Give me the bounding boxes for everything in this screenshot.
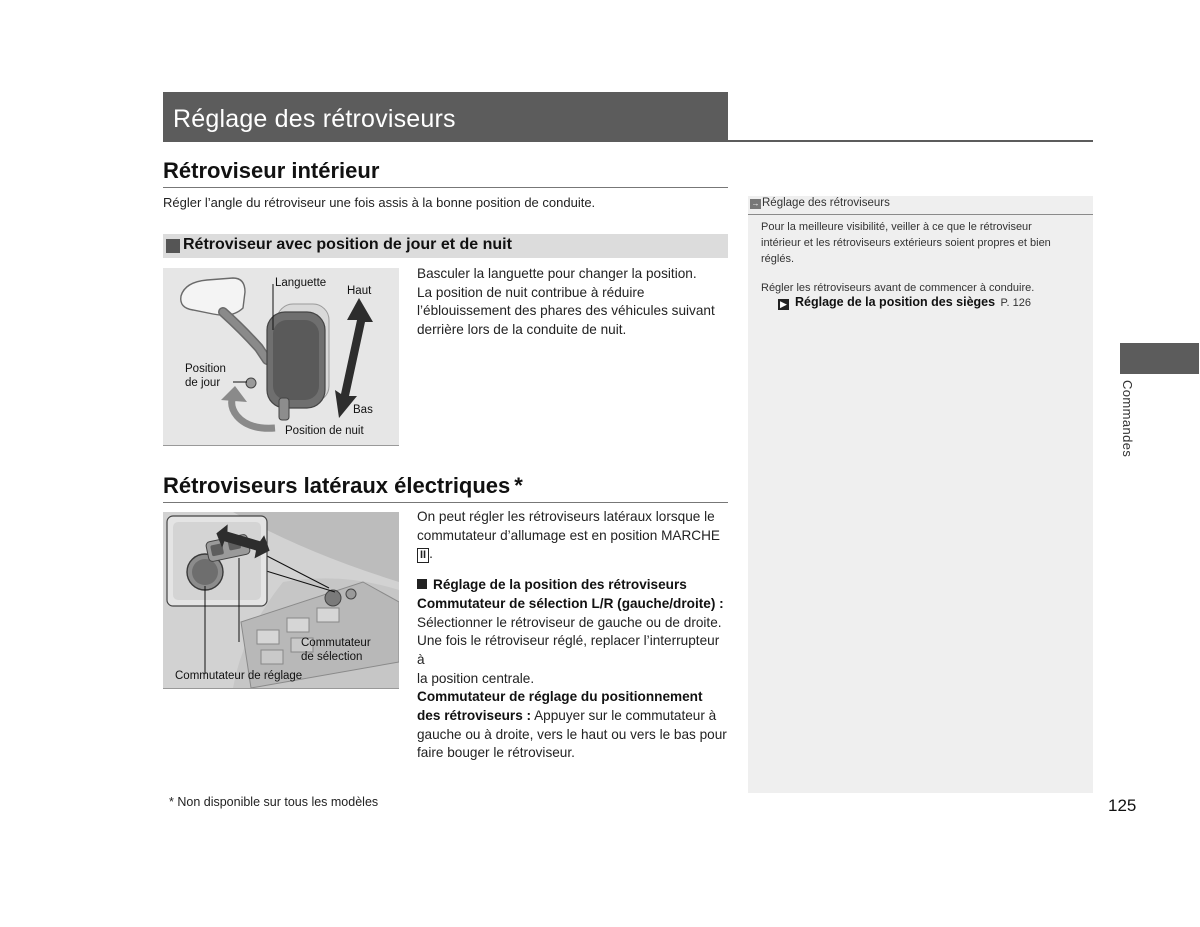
text-line <box>417 707 728 726</box>
note-title: Réglage des rétroviseurs <box>762 197 890 209</box>
subheading-mirror-adjust <box>417 576 728 595</box>
item2-text: Appuyer sur le commutateur à <box>531 708 717 724</box>
chapter-title-band <box>163 92 728 141</box>
footnote: * Non disponible sur tous les modèles <box>169 795 379 809</box>
label-position-jour-1: Position <box>185 363 226 375</box>
chapter-tab-label <box>1120 380 1146 470</box>
text-line: l’éblouissement des phares des véhicules suivant <box>417 303 715 319</box>
text-line: Basculer la languette pour changer la position. <box>417 266 697 281</box>
section-rule <box>163 187 728 188</box>
door-switch-illustration <box>163 512 399 688</box>
note-paragraph-1 <box>761 219 1086 267</box>
page-number: 125 <box>1108 796 1137 815</box>
note-line: réglés. <box>761 253 795 265</box>
text-line: On peut régler les rétroviseurs latéraux lorsque le <box>417 509 715 524</box>
header-rule <box>163 140 1093 142</box>
text-line: La position de nuit contribue à réduire <box>417 284 645 300</box>
item2-label-line: Commutateur de réglage du positionnement <box>417 689 703 705</box>
text-line: gauche ou à droite, vers le haut ou vers le bas pour <box>417 726 727 742</box>
label-commutateur-selection-1: Commutateur <box>301 637 371 649</box>
interior-mirror-figure <box>163 268 399 446</box>
note-marker-icon: → <box>751 199 760 208</box>
label-position-jour-2: de jour <box>185 377 221 389</box>
label-haut: Haut <box>347 285 372 297</box>
subheading-text: Rétroviseur avec position de jour et de nuit <box>183 236 512 253</box>
section-title-text: Rétroviseurs latéraux électriques <box>163 473 511 498</box>
text-line: Sélectionner le rétroviseur de gauche ou de droite. <box>417 614 722 630</box>
section-title-interior-mirror: Rétroviseur intérieur <box>163 158 380 183</box>
text-line: faire bouger le rétroviseur. <box>417 745 575 761</box>
note-line: intérieur et les rétroviseurs extérieurs soient propres et bien <box>761 237 1051 249</box>
square-bullet-icon <box>166 239 180 253</box>
label-position-nuit: Position de nuit <box>285 425 364 437</box>
chapter-tab[interactable] <box>1120 343 1199 374</box>
section-title-power-mirrors <box>163 473 523 499</box>
square-bullet-icon <box>417 579 427 589</box>
item2-label-line: des rétroviseurs : <box>417 708 532 724</box>
section-rule <box>163 502 728 503</box>
section1-paragraph <box>417 265 728 340</box>
section1-intro: Régler l’angle du rétroviseur une fois assis à la bonne position de conduite. <box>163 195 596 210</box>
link-text: Réglage de la position des sièges <box>795 295 996 309</box>
chapter-title: Réglage des rétroviseurs <box>173 105 456 133</box>
label-commutateur-reglage: Commutateur de réglage <box>175 670 303 682</box>
note-header <box>748 196 1093 215</box>
reference-arrow-icon: ▶ <box>778 299 789 310</box>
link-page: P. 126 <box>1000 297 1031 309</box>
subheading-text: Réglage de la position des rétroviseurs <box>433 577 687 593</box>
label-commutateur-selection-2: de sélection <box>301 651 363 663</box>
footnote-mark: * <box>514 473 523 498</box>
text-punct: . <box>429 546 433 562</box>
text-line: derrière lors de la conduite de nuit. <box>417 322 627 338</box>
ignition-on-symbol: II <box>417 548 429 563</box>
note-line: Pour la meilleure visibilité, veiller à ce que le rétroviseur <box>761 221 1032 233</box>
chapter-tab-text: Commandes <box>1120 380 1135 458</box>
text-line: la position centrale. <box>417 670 535 686</box>
label-bas: Bas <box>353 404 373 416</box>
text-line: commutateur d’allumage est en position MARCHE <box>417 527 720 543</box>
note-seat-link[interactable] <box>778 295 1088 310</box>
note-paragraph-2: Régler les rétroviseurs avant de commencer à conduire. <box>761 282 1035 294</box>
spacer <box>417 564 728 576</box>
side-note <box>748 196 1093 793</box>
text-line: Une fois le rétroviseur réglé, replacer l’interrupteur à <box>417 633 720 667</box>
section2-text <box>417 508 728 763</box>
subheading-day-night-mirror <box>163 234 728 258</box>
item1-label: Commutateur de sélection L/R (gauche/droite) : <box>417 595 724 611</box>
label-languette: Languette <box>275 277 327 289</box>
text-line <box>417 545 728 564</box>
power-mirror-figure <box>163 512 399 689</box>
